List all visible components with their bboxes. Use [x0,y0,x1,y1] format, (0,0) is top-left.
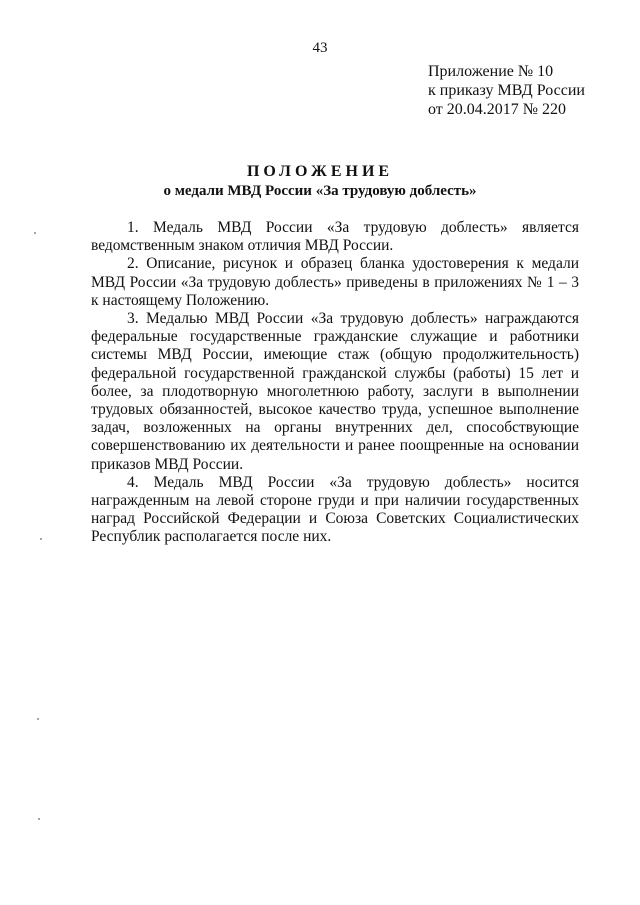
scan-artifact [40,538,42,540]
appendix-line-2: к приказу МВД России [428,82,585,99]
appendix-line-3: от 20.04.2017 № 220 [428,101,567,118]
paragraph-3: 3. Медалью МВД России «За трудовую доблесть» награждаются федеральные государственные гражданские служащие и работники системы МВД России, имеющие стаж (общую продолжительность) федеральной государственной гражданской службы (работы) 15 лет и более, за плодотворную многолетнюю работу, заслуги в выполнении трудовых обязанностей, высокое качество труда, успешное выполнение задач, возложенных на органы внутренних дел, способствующие совершенствованию их деятельности и ранее поощренные на основании приказов МВД России. [91,310,579,473]
paragraph-2: 2. Описание, рисунок и образец бланка удостоверения к медали МВД России «За трудовую доблесть» приведены в приложениях № 1 – 3 к настоящему Положению. [91,255,579,309]
appendix-line-1: Приложение № 10 [428,63,554,80]
document-body [91,219,579,547]
document-subtitle: о медали МВД России «За трудовую доблесть» [163,183,477,199]
document-title: ПОЛОЖЕНИЕ [246,163,394,180]
appendix-note [428,62,585,119]
page-number: 43 [312,40,328,56]
scan-artifact [34,232,36,234]
paragraph-4: 4. Медаль МВД России «За трудовую доблесть» носится награжденным на левой стороне груди и при наличии государственных наград Российской Федерации и Союза Советских Социалистических Республик располагается после них. [91,473,579,546]
scan-artifact [38,818,40,820]
scan-artifact [37,718,39,720]
paragraph-1: 1. Медаль МВД России «За трудовую доблесть» является ведомственным знаком отличия МВД России. [91,219,579,255]
